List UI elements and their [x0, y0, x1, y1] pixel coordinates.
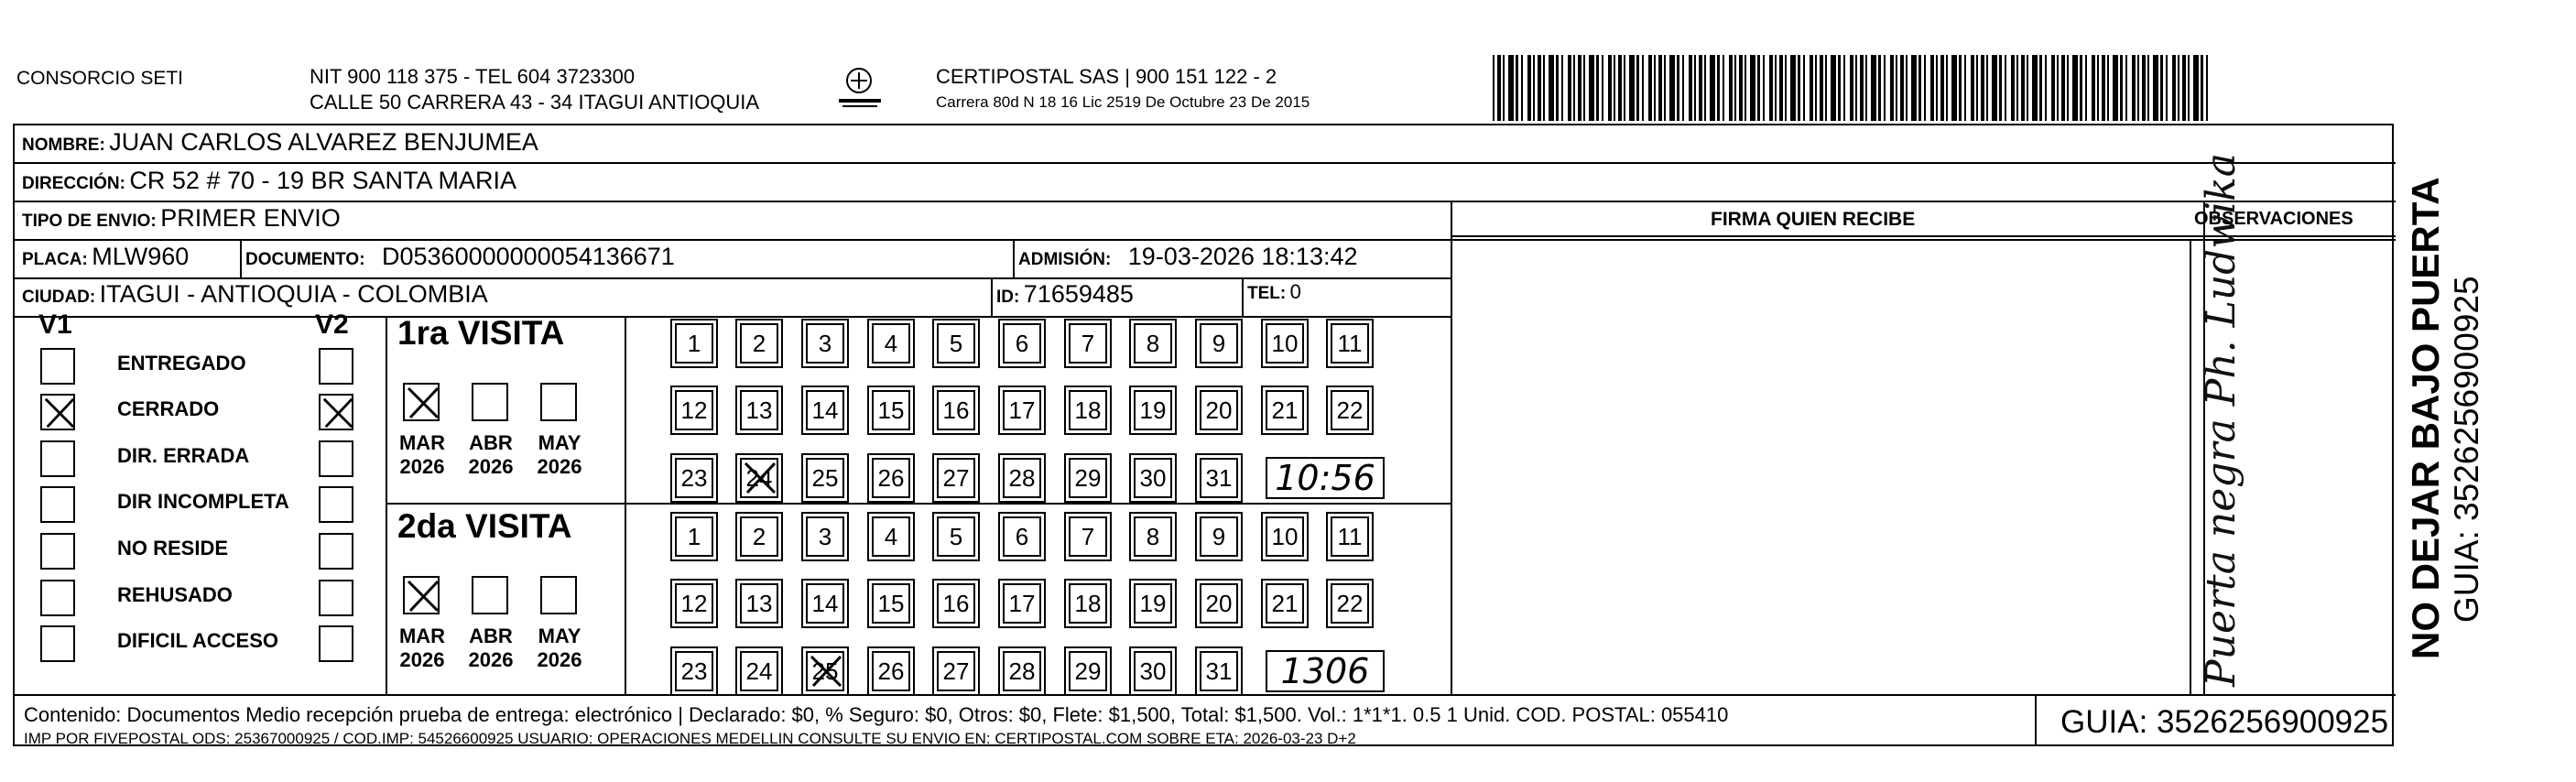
day-box[interactable]: 29 — [1069, 458, 1107, 498]
x-mark-icon — [321, 396, 355, 430]
no-under-door-notice: NO DEJAR BAJO PUERTA — [2404, 177, 2447, 659]
month-checkbox[interactable] — [472, 576, 508, 614]
visit-title: 1ra VISITA — [397, 314, 565, 352]
barcode — [1493, 55, 2216, 121]
day-box[interactable]: 14 — [806, 583, 844, 624]
admission-value: 19-03-2026 18:13:42 — [1127, 243, 1358, 270]
day-box[interactable]: 15 — [872, 390, 910, 430]
day-box[interactable]: 29 — [1069, 651, 1107, 691]
nit-line: NIT 900 118 375 - TEL 604 3723300 — [310, 65, 636, 88]
city-field — [22, 280, 488, 309]
month-name: MAY — [538, 431, 582, 454]
name-label: NOMBRE: — [22, 136, 105, 155]
day-box[interactable]: 13 — [740, 583, 778, 624]
month-name: ABR — [469, 625, 513, 647]
day-box[interactable]: 25 — [806, 458, 844, 498]
status-label: REHUSADO — [117, 583, 233, 606]
day-box[interactable]: 21 — [1266, 583, 1304, 624]
v2-checkbox[interactable] — [319, 440, 353, 477]
month-year: 2026 — [537, 455, 582, 478]
name-value: JUAN CARLOS ALVAREZ BENJUMEA — [109, 128, 538, 156]
month-name: ABR — [469, 431, 513, 454]
status-label: DIR. ERRADA — [117, 444, 250, 467]
certipostal-line: CERTIPOSTAL SAS | 900 151 122 - 2 — [936, 65, 1277, 88]
plate-value: MLW960 — [92, 243, 190, 270]
month-checkbox[interactable] — [472, 383, 508, 421]
month-label — [527, 431, 592, 479]
address-line: CALLE 50 CARRERA 43 - 34 ITAGUI ANTIOQUIA — [310, 91, 760, 114]
license-line: Carrera 80d N 18 16 Lic 2519 De Octubre 23 De 2015 — [936, 93, 1310, 111]
day-box[interactable]: 11 — [1331, 516, 1369, 557]
day-box[interactable]: 3 — [806, 323, 844, 364]
day-box[interactable]: 10 — [1266, 323, 1304, 364]
day-box[interactable]: 22 — [1331, 583, 1369, 624]
v2-checkbox[interactable] — [319, 533, 353, 570]
day-box[interactable]: 8 — [1134, 516, 1172, 557]
day-box[interactable]: 4 — [872, 323, 910, 364]
side-guia-number: GUIA: 3526256900925 — [2448, 276, 2485, 623]
month-label — [390, 625, 454, 672]
v1-checkbox[interactable] — [40, 440, 75, 477]
day-box[interactable]: 20 — [1200, 583, 1238, 624]
month-label — [459, 625, 523, 672]
day-box[interactable]: 28 — [1003, 651, 1041, 691]
status-label: DIR INCOMPLETA — [117, 490, 289, 513]
day-box[interactable]: 15 — [872, 583, 910, 624]
month-checkbox[interactable] — [403, 383, 440, 421]
admission-field — [1018, 243, 1358, 271]
day-box[interactable]: 19 — [1134, 390, 1172, 430]
status-label: ENTREGADO — [117, 352, 246, 375]
v1-checkbox[interactable] — [40, 348, 75, 385]
v2-checkbox[interactable] — [319, 625, 353, 662]
signature-header: FIRMA QUIEN RECIBE — [1711, 209, 1916, 230]
address-field — [22, 167, 516, 195]
city-label: CIUDAD: — [22, 288, 96, 307]
day-box[interactable]: 16 — [937, 390, 975, 430]
x-mark-icon — [405, 578, 441, 614]
v2-checkbox[interactable] — [319, 348, 353, 385]
plate-label: PLACA: — [22, 250, 88, 269]
day-box[interactable]: 2 — [740, 323, 778, 364]
day-box[interactable]: 1 — [675, 323, 713, 364]
day-box[interactable]: 18 — [1069, 583, 1107, 624]
tel-label: TEL: — [1247, 284, 1287, 303]
month-label — [527, 625, 592, 672]
guia-number: GUIA: 3526256900925 — [2060, 704, 2389, 740]
day-box[interactable]: 25 — [806, 651, 844, 691]
x-mark-icon — [742, 460, 778, 496]
observations-handwriting: Puerta negra Ph. Ludwika — [2198, 153, 2244, 687]
month-year: 2026 — [399, 648, 445, 671]
day-box[interactable]: 9 — [1200, 516, 1238, 557]
day-box[interactable]: 27 — [937, 458, 975, 498]
day-box[interactable]: 23 — [675, 651, 713, 691]
document-label: DOCUMENTO: — [245, 250, 365, 269]
x-mark-icon — [42, 396, 77, 430]
day-box[interactable]: 24 — [740, 458, 778, 498]
day-box[interactable]: 3 — [806, 516, 844, 557]
tel-field — [1247, 280, 1301, 304]
name-field — [22, 128, 538, 157]
certipostal-logo-icon — [835, 60, 886, 112]
day-box[interactable]: 26 — [872, 651, 910, 691]
day-box[interactable]: 10 — [1266, 516, 1304, 557]
month-name: MAR — [398, 625, 446, 647]
tel-value: 0 — [1289, 280, 1301, 303]
day-box[interactable]: 1 — [675, 516, 713, 557]
day-box[interactable]: 14 — [806, 390, 844, 430]
day-box[interactable]: 12 — [675, 390, 713, 430]
guia-box — [2035, 696, 2392, 746]
ship-type-value: PRIMER ENVIO — [160, 204, 341, 232]
day-box[interactable]: 19 — [1134, 583, 1172, 624]
day-box[interactable]: 21 — [1266, 390, 1304, 430]
day-box[interactable]: 22 — [1331, 390, 1369, 430]
day-box[interactable]: 26 — [872, 458, 910, 498]
company-name: CONSORCIO SETI — [16, 68, 184, 89]
v2-checkbox[interactable] — [319, 394, 353, 430]
x-mark-icon — [405, 385, 441, 421]
month-checkbox[interactable] — [540, 576, 577, 614]
ship-type-label: TIPO DE ENVIO: — [22, 212, 157, 231]
document-value: D05360000000054136671 — [382, 243, 675, 270]
month-label — [390, 431, 454, 479]
day-box[interactable]: 30 — [1134, 651, 1172, 691]
day-box[interactable]: 5 — [937, 516, 975, 557]
v1-checkbox[interactable] — [40, 625, 75, 662]
visit-time[interactable]: 1306 — [1266, 650, 1385, 692]
status-label: NO RESIDE — [117, 537, 229, 559]
day-box[interactable]: 4 — [872, 516, 910, 557]
v1-title: V1 — [38, 310, 72, 340]
visit-time[interactable]: 10:56 — [1266, 457, 1385, 499]
day-box[interactable]: 6 — [1003, 323, 1041, 364]
day-box[interactable]: 6 — [1003, 516, 1041, 557]
address-value: CR 52 # 70 - 19 BR SANTA MARIA — [129, 167, 517, 194]
ship-type-field — [22, 204, 341, 233]
city-value: ITAGUI - ANTIOQUIA - COLOMBIA — [99, 280, 488, 308]
certipostal-info — [936, 64, 1310, 115]
v1-checkbox[interactable] — [40, 533, 75, 570]
day-box[interactable]: 16 — [937, 583, 975, 624]
day-box[interactable]: 5 — [937, 323, 975, 364]
day-box[interactable]: 20 — [1200, 390, 1238, 430]
v2-checkbox[interactable] — [319, 580, 353, 616]
month-label — [459, 431, 523, 479]
day-box[interactable]: 7 — [1069, 323, 1107, 364]
month-checkbox[interactable] — [403, 576, 440, 614]
month-year: 2026 — [537, 648, 582, 671]
day-box[interactable]: 17 — [1003, 583, 1041, 624]
v2-checkbox[interactable] — [319, 486, 353, 523]
plate-field — [22, 243, 189, 271]
month-name: MAR — [398, 431, 446, 454]
day-box[interactable]: 30 — [1134, 458, 1172, 498]
day-box[interactable]: 8 — [1134, 323, 1172, 364]
month-year: 2026 — [468, 455, 514, 478]
v2-title: V2 — [315, 310, 349, 340]
status-label: DIFICIL ACCESO — [117, 629, 279, 652]
admission-label: ADMISIÓN: — [1018, 250, 1112, 269]
visit-title: 2da VISITA — [397, 507, 572, 545]
day-box[interactable]: 18 — [1069, 390, 1107, 430]
address-label: DIRECCIÓN: — [22, 174, 125, 193]
day-box[interactable]: 17 — [1003, 390, 1041, 430]
x-mark-icon — [808, 653, 844, 690]
day-box[interactable]: 27 — [937, 651, 975, 691]
month-year: 2026 — [399, 455, 445, 478]
day-box[interactable]: 31 — [1200, 651, 1238, 691]
month-checkbox[interactable] — [540, 383, 577, 421]
day-box[interactable]: 2 — [740, 516, 778, 557]
observations-header: OBSERVACIONES — [2194, 209, 2353, 229]
company-info — [310, 64, 759, 115]
day-box[interactable]: 12 — [675, 583, 713, 624]
status-label: CERRADO — [117, 397, 220, 420]
month-year: 2026 — [468, 648, 514, 671]
v1-checkbox[interactable] — [40, 486, 75, 523]
day-box[interactable]: 31 — [1200, 458, 1238, 498]
month-name: MAY — [538, 625, 582, 647]
day-box[interactable]: 11 — [1331, 323, 1369, 364]
signature-area[interactable] — [1451, 240, 2187, 689]
print-info-line: IMP POR FIVEPOSTAL ODS: 25367000925 / COD.IMP: 54526600925 USUARIO: OPERACIONES MEDELLIN CONSULTE SU ENVIO EN: CERTIPOSTAL.COM SOBRE ETA: 2026-03-23 D+2 — [24, 730, 1356, 747]
day-box[interactable]: 9 — [1200, 323, 1238, 364]
day-box[interactable]: 28 — [1003, 458, 1041, 498]
document-field — [245, 243, 675, 271]
day-box[interactable]: 7 — [1069, 516, 1107, 557]
day-box[interactable]: 23 — [675, 458, 713, 498]
side-notice — [2404, 177, 2486, 659]
v1-checkbox[interactable] — [40, 580, 75, 616]
day-box[interactable]: 24 — [740, 651, 778, 691]
contents-line: Contenido: Documentos Medio recepción prueba de entrega: electrónico | Declarado: $0, % Seguro: $0, Otros: $0, Flete: $1,500, Total: $1,500. Vol.: 1*1*1. 0.5 1 Unid. COD. POSTAL: 055410 — [24, 703, 1729, 726]
day-box[interactable]: 13 — [740, 390, 778, 430]
id-field — [996, 280, 1134, 309]
v1-checkbox[interactable] — [40, 394, 75, 430]
id-label: ID: — [996, 288, 1020, 307]
id-value: 71659485 — [1023, 280, 1134, 308]
